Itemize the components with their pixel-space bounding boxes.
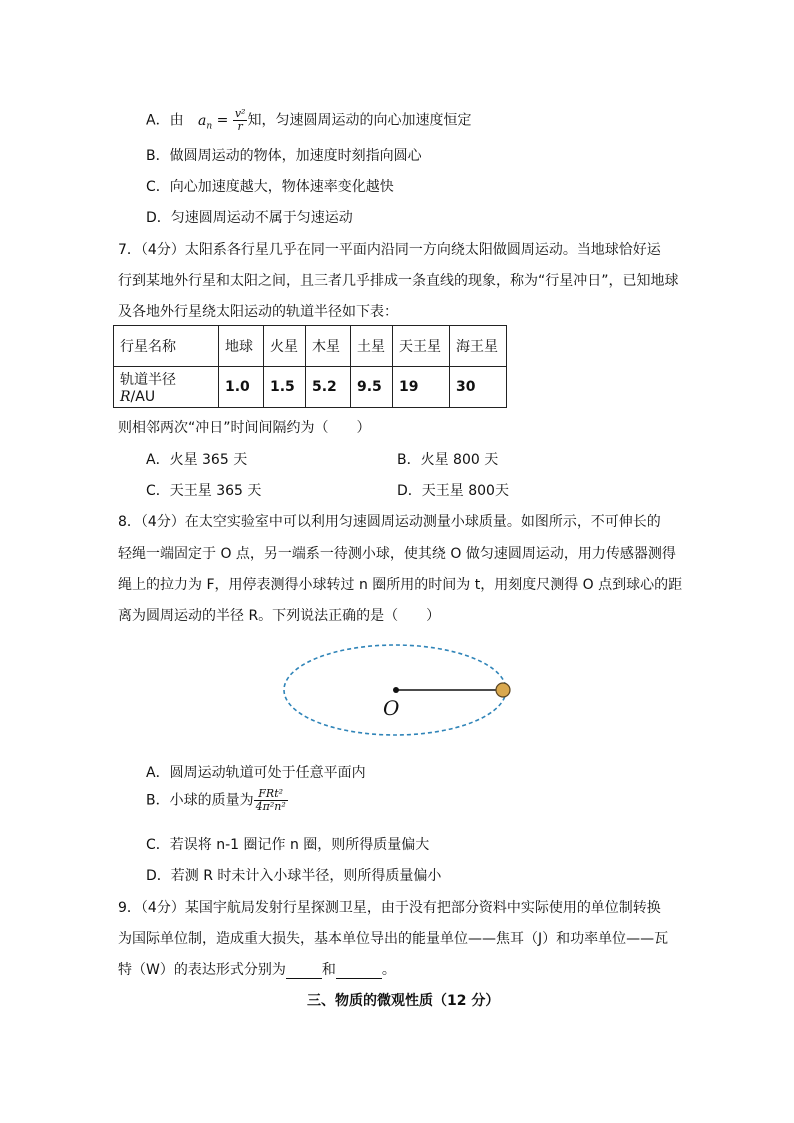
table-cell: 30: [450, 367, 507, 408]
option-a: [146, 108, 471, 133]
answer-blank-2[interactable]: [336, 964, 382, 979]
q7-stem-line1: 7．（4分）太阳系各行星几乎在同一平面内沿同一方向绕太阳做圆周运动。当地球恰好运: [118, 242, 661, 258]
ball: [496, 683, 510, 697]
formula-a-fraction: [233, 108, 248, 133]
orbit-radius-table: [113, 325, 507, 408]
q7-option-c: C．天王星 365 天: [146, 483, 262, 499]
circular-motion-figure: [270, 640, 520, 740]
formula-a-eq: =: [216, 112, 229, 129]
q7-ask: 则相邻两次“冲日”时间间隔约为（ ）: [118, 420, 371, 436]
table-header-cell: 行星名称: [114, 326, 219, 367]
row-label-pre: 轨道半径: [120, 372, 176, 388]
row-label-post: /AU: [130, 389, 156, 405]
q8-stem-line4: 离为圆周运动的半径 R。下列说法正确的是（ ）: [118, 608, 441, 624]
q7-option-d: D．天王星 800天: [397, 483, 509, 499]
formula-a-sub: n: [206, 121, 213, 132]
option-a-prefix: A．由: [146, 112, 184, 129]
table-header-cell: 天王星: [393, 326, 450, 367]
q8-option-b: [146, 788, 288, 813]
q7-stem-line2: 行到某地外行星和太阳之间，且三者几乎排成一条直线的现象，称为“行星冲日”，已知地球: [118, 273, 679, 289]
option-a-text: 知，匀速圆周运动的向心加速度恒定: [247, 112, 472, 129]
option-b: B．做圆周运动的物体，加速度时刻指向圆心: [146, 148, 422, 164]
q8-option-b-prefix: B．小球的质量为: [146, 792, 254, 809]
q9-stem-line1: 9．（4分）某国宇航局发射行星探测卫星，由于没有把部分资料中实际使用的单位制转换: [118, 900, 661, 916]
q7-option-a: A．火星 365 天: [146, 452, 248, 468]
q9-line3-post: 。: [381, 962, 396, 978]
q8-option-a: A．圆周运动轨道可处于任意平面内: [146, 765, 366, 781]
q8-b-den: 4π²n²: [255, 800, 286, 813]
q9-stem-line3: [118, 959, 396, 979]
table-row: [114, 326, 507, 367]
table-cell: 9.5: [351, 367, 393, 408]
table-header-cell: 土星: [351, 326, 393, 367]
table-cell: 1.0: [219, 367, 264, 408]
table-cell: 19: [393, 367, 450, 408]
pivot-point: [393, 687, 399, 693]
q8-b-num: FRt²: [254, 788, 288, 801]
answer-blank-1[interactable]: [286, 964, 322, 979]
q9-line3-pre: 特（W）的表达形式分别为: [118, 962, 286, 978]
table-header-cell: 木星: [306, 326, 351, 367]
q8-stem-line2: 轻绳一端固定于 O 点，另一端系一待测小球，使其绕 O 做匀速圆周运动，用力传感器测得: [118, 546, 676, 562]
table-header-cell: 海王星: [450, 326, 507, 367]
table-header-cell: 火星: [264, 326, 306, 367]
q8-stem-line3: 绳上的拉力为 F，用停表测得小球转过 n 圈所用的时间为 t，用刻度尺测得 O 点到球心的距: [118, 577, 683, 593]
table-row-label: [114, 367, 219, 408]
q9-stem-line2: 为国际单位制，造成重大损失，基本单位导出的能量单位——焦耳（J）和功率单位——瓦: [118, 931, 669, 947]
option-c: C．向心加速度越大，物体速率变化越快: [146, 179, 394, 195]
q7-stem-line3: 及各地外行星绕太阳运动的轨道半径如下表：: [118, 304, 398, 320]
q8-option-b-fraction: [254, 788, 288, 813]
q7-option-b: B．火星 800 天: [397, 452, 499, 468]
table-row: [114, 367, 507, 408]
section-heading: 三、物质的微观性质（12 分）: [307, 993, 500, 1009]
q8-option-d: D．若测 R 时未计入小球半径，则所得质量偏小: [146, 868, 442, 884]
pivot-label: O: [383, 696, 400, 720]
formula-a-lhs: a: [198, 112, 207, 129]
q8-option-c: C．若误将 n-1 圈记作 n 圈，则所得质量偏大: [146, 837, 430, 853]
table-header-cell: 地球: [219, 326, 264, 367]
formula-a-num: v²: [234, 107, 246, 120]
q9-line3-mid: 和: [321, 962, 336, 978]
table-cell: 5.2: [306, 367, 351, 408]
option-d: D．匀速圆周运动不属于匀速运动: [146, 210, 353, 226]
row-label-var: R: [120, 389, 131, 405]
formula-a-den: r: [237, 120, 243, 133]
table-cell: 1.5: [264, 367, 306, 408]
q8-stem-line1: 8．（4分）在太空实验室中可以利用匀速圆周运动测量小球质量。如图所示，不可伸长的: [118, 514, 661, 530]
